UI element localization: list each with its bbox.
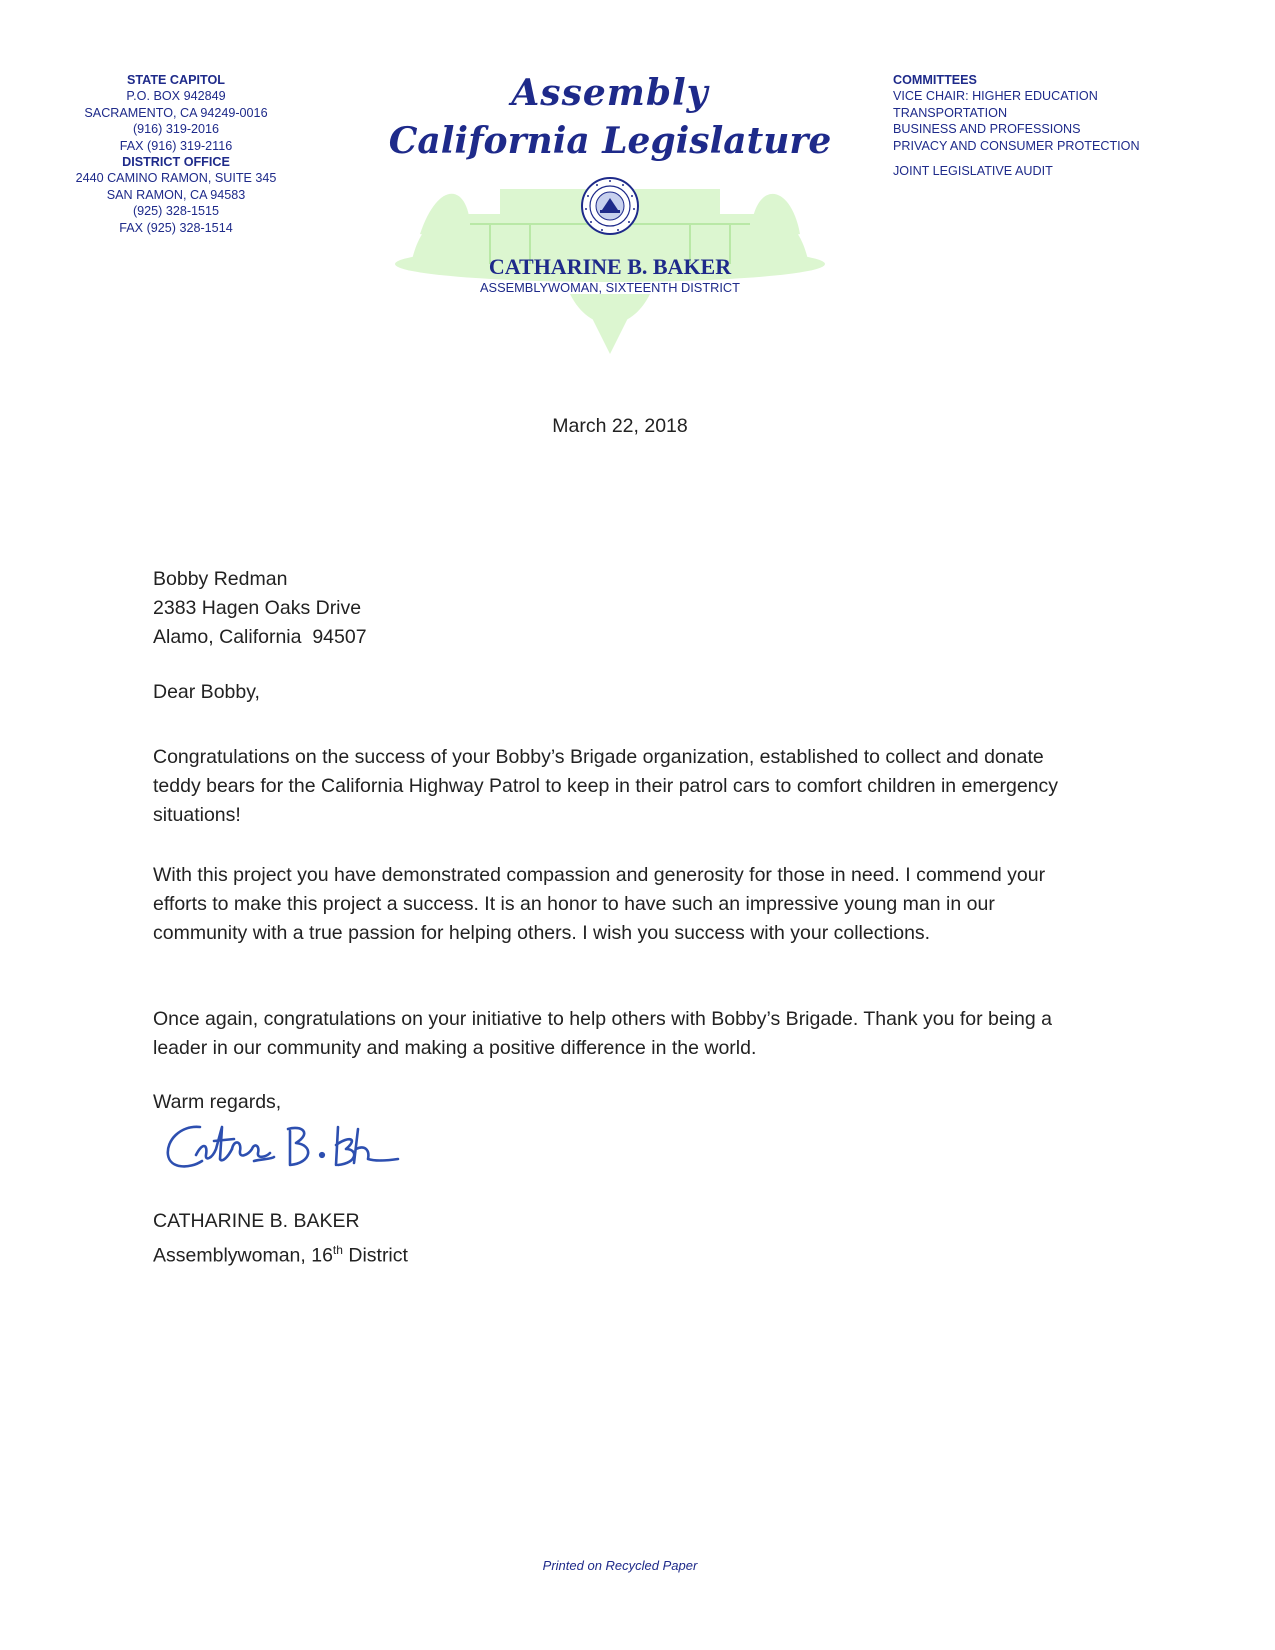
recipient-name: Bobby Redman bbox=[153, 568, 288, 590]
assemblywoman-name: CATHARINE B. BAKER bbox=[488, 254, 732, 279]
paragraph: Once again, congratulations on your initiative to help others with Bobby’s Brigade. Thank you for being a leader in our community and making a positive difference in the world. bbox=[153, 1008, 1052, 1059]
committee-item: BUSINESS AND PROFESSIONS bbox=[893, 122, 1081, 137]
capitol-line: (916) 319-2016 bbox=[132, 122, 220, 137]
committee-item: JOINT LEGISLATIVE AUDIT bbox=[893, 164, 1053, 179]
signer-title-main: Assemblywoman, 16 bbox=[153, 1244, 333, 1267]
district-line: (925) 328-1515 bbox=[132, 204, 220, 219]
recipient-address bbox=[153, 565, 367, 652]
letterhead bbox=[380, 64, 840, 354]
signer-name: CATHARINE B. BAKER bbox=[153, 1210, 360, 1232]
closing: Warm regards, bbox=[153, 1091, 282, 1113]
district-line: 2440 CAMINO RAMON, SUITE 345 bbox=[75, 171, 277, 186]
letter-date: March 22, 2018 bbox=[552, 415, 688, 437]
legislature-title: California Legislature bbox=[388, 120, 832, 162]
district-line: FAX (925) 328-1514 bbox=[119, 220, 233, 235]
handwritten-signature bbox=[162, 1119, 402, 1179]
recycled-paper-note: Printed on Recycled Paper bbox=[542, 1558, 698, 1573]
capitol-line: SACRAMENTO, CA 94249-0016 bbox=[84, 105, 268, 120]
signer-block bbox=[153, 1207, 408, 1271]
salutation: Dear Bobby, bbox=[153, 681, 260, 703]
recipient-city: Alamo, California 94507 bbox=[153, 626, 367, 648]
district-line: SAN RAMON, CA 94583 bbox=[106, 187, 246, 202]
paragraph: With this project you have demonstrated compassion and generosity for those in need. I commend your efforts to make this project a success. It is an honor to have such an impressive young man in our community with a true passion for helping others. I wish you success with your collections. bbox=[153, 864, 1046, 944]
assembly-title: Assembly bbox=[511, 72, 709, 114]
capitol-line: FAX (916) 319-2116 bbox=[119, 138, 233, 153]
recipient-street: 2383 Hagen Oaks Drive bbox=[153, 597, 362, 619]
signer-title-ordinal: th bbox=[332, 1243, 343, 1257]
state-seal-icon bbox=[580, 176, 640, 236]
capitol-heading: STATE CAPITOL bbox=[127, 73, 225, 87]
committees-heading: COMMITTEES bbox=[893, 73, 977, 87]
assemblywoman-district: ASSEMBLYWOMAN, SIXTEENTH DISTRICT bbox=[480, 280, 740, 295]
signer-title-end: District bbox=[342, 1244, 408, 1267]
committee-item: VICE CHAIR: HIGHER EDUCATION bbox=[893, 89, 1098, 104]
district-heading: DISTRICT OFFICE bbox=[122, 155, 230, 170]
paragraph: Congratulations on the success of your Bobby’s Brigade organization, established to collect and donate teddy bears for the California Highway Patrol to keep in their patrol cars to comfort children in emergency situations! bbox=[153, 746, 1059, 826]
committees-list bbox=[893, 72, 1223, 179]
signer-title bbox=[153, 1236, 408, 1271]
committee-item: PRIVACY AND CONSUMER PROTECTION bbox=[893, 138, 1140, 153]
committee-item: TRANSPORTATION bbox=[893, 105, 1008, 120]
state-capitol-address bbox=[66, 72, 286, 236]
capitol-line: P.O. BOX 942849 bbox=[126, 89, 226, 104]
